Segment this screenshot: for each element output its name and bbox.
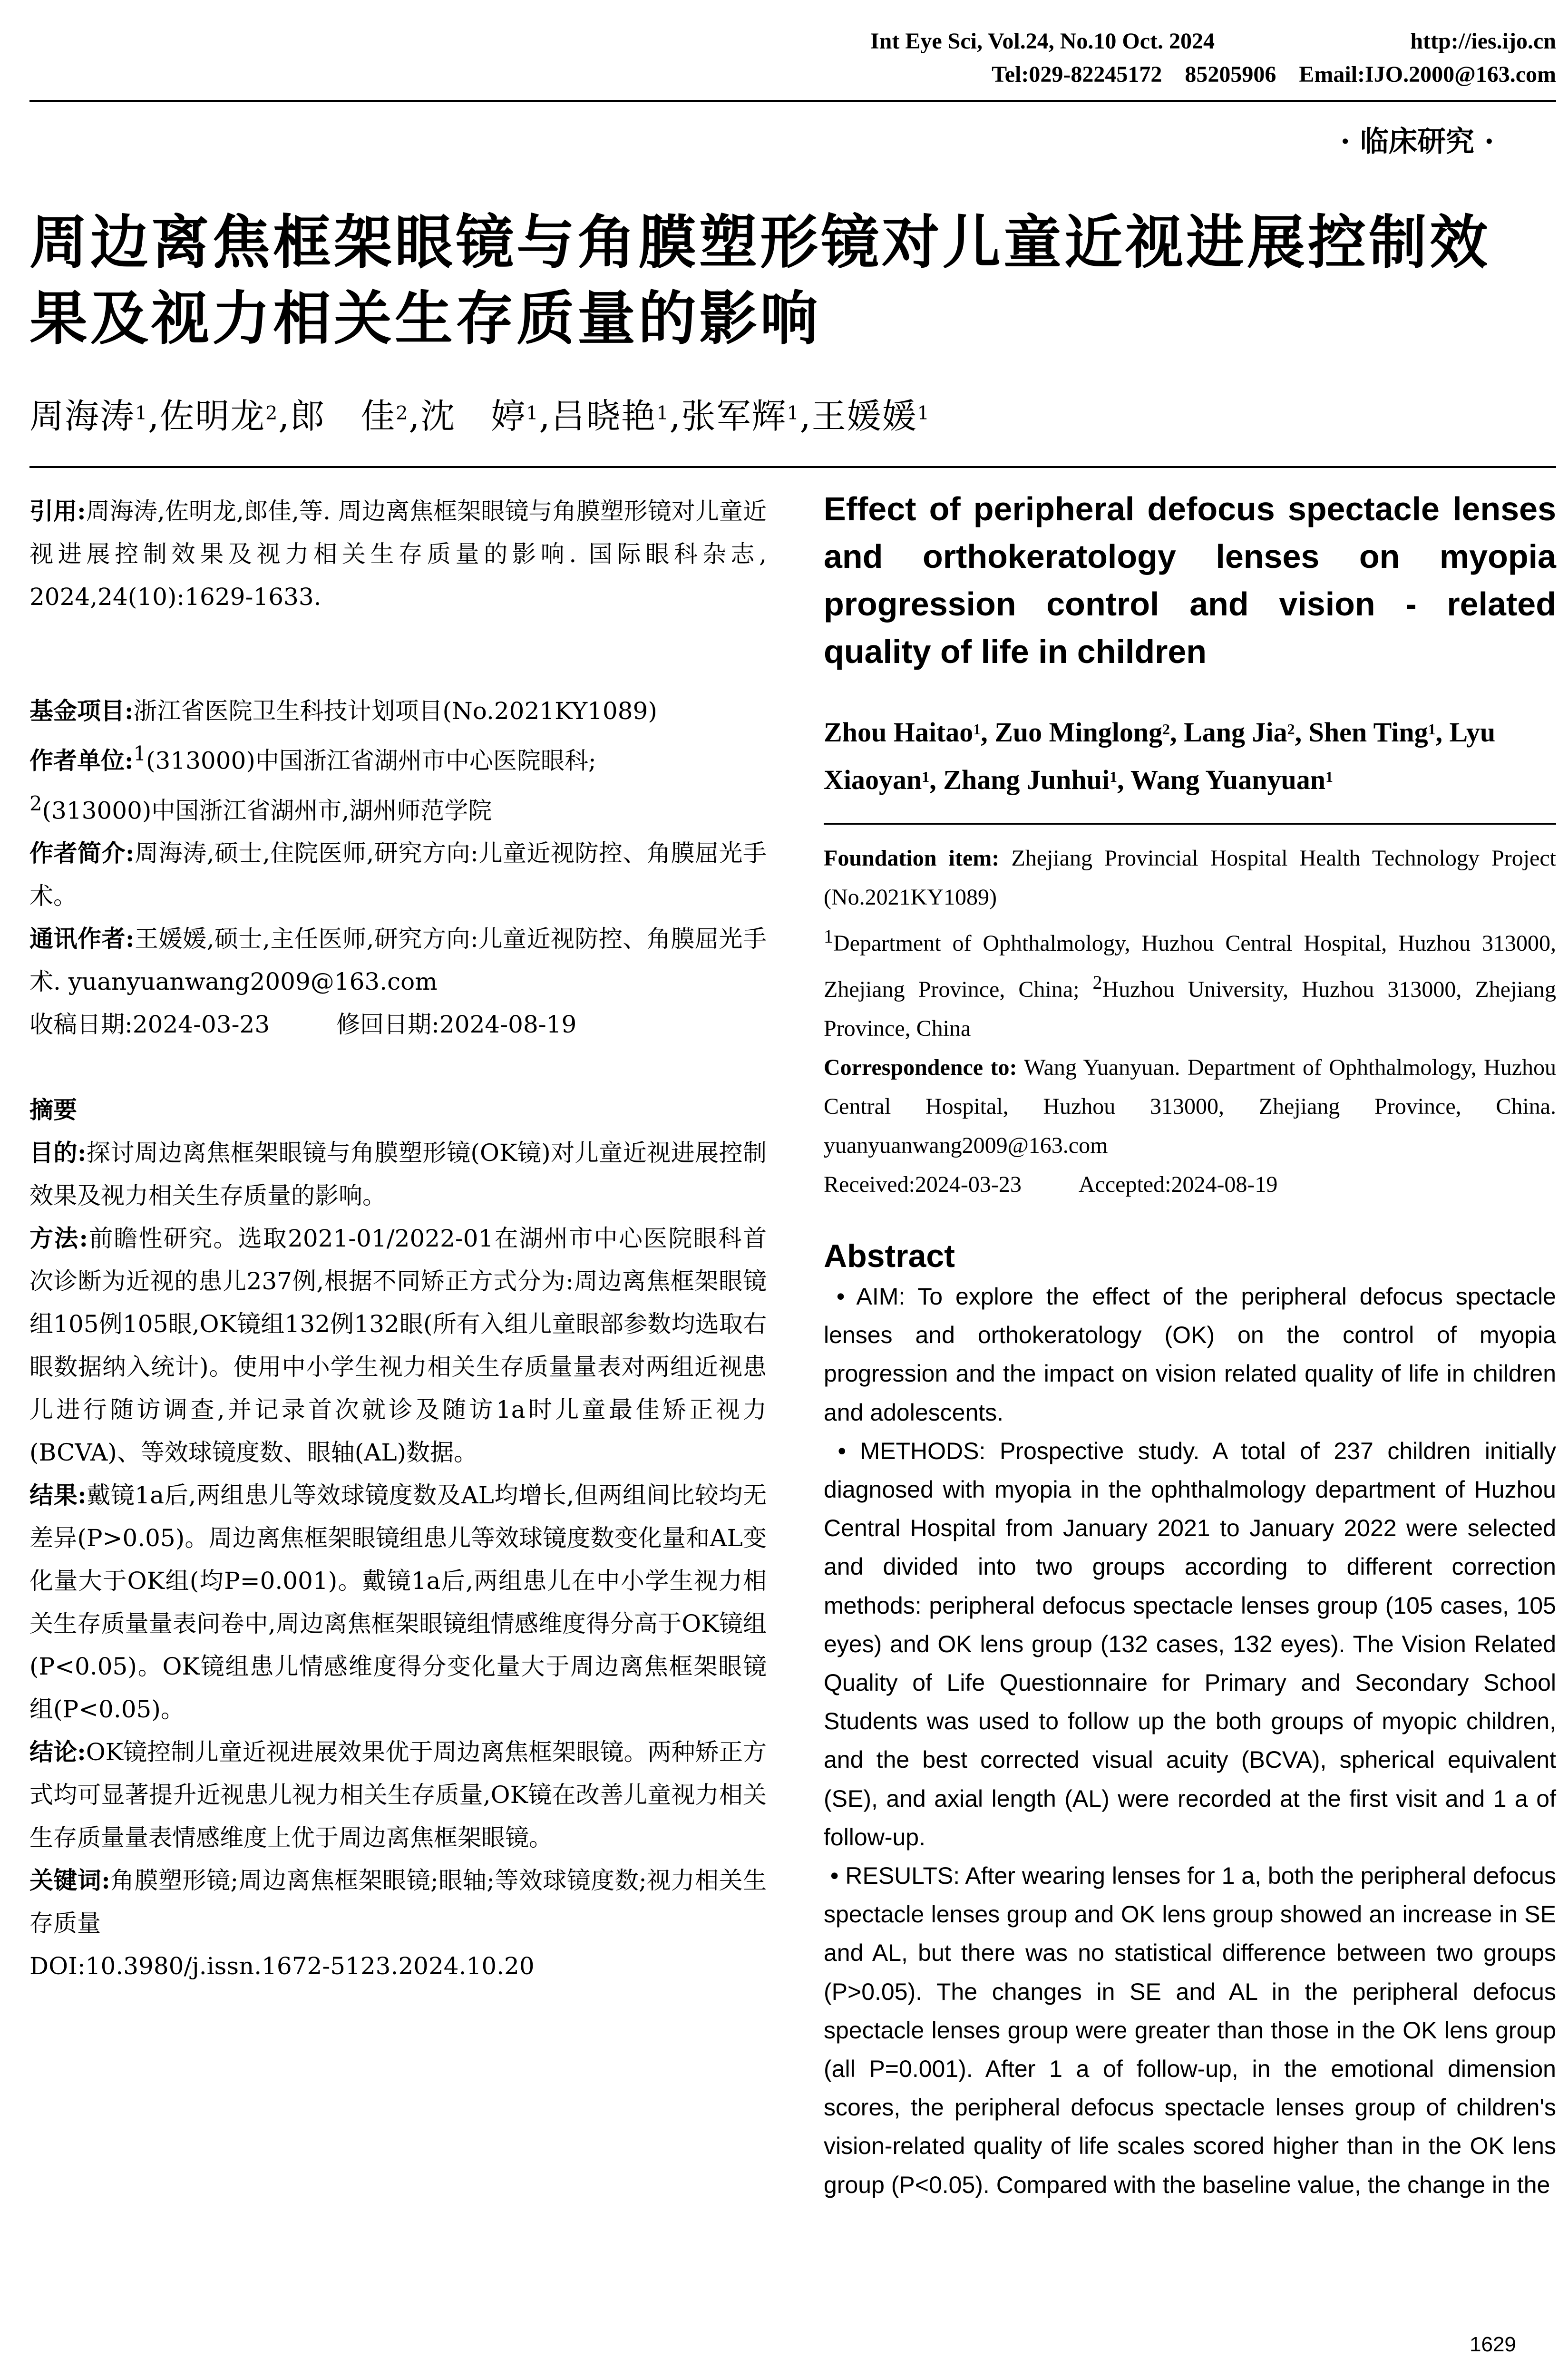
dates-block: 收稿日期:2024-03-23 修回日期:2024-08-19: [29, 1011, 577, 1039]
page-number: 1629: [1470, 2333, 1516, 2356]
author-name-text: 王媛媛: [811, 396, 917, 436]
author-name-text: Zuo Minglong: [994, 717, 1163, 748]
results-block-en: • RESULTS: After wearing lenses for 1 a, both the peripheral defocus spectacle lenses group and OK lens group showed an increase in SE and AL, but there was no statistical difference between two groups (P>0.05). The changes in SE and AL in the peripheral defocus spectacle lenses group were greater than those in the OK lens group (all P=0.001). After 1 a of follow-up, in the emotional dimension scores, the peripheral defocus spectacle lenses group of children's vision-related quality of life scales scored higher than in the OK lens group (P<0.05). Compared with the baseline value, the change in the: [824, 1862, 1556, 2198]
author-affiliation-mark: 2: [396, 402, 409, 424]
journal-citation: Int Eye Sci, Vol.24, No.10 Oct. 2024: [870, 29, 1215, 54]
author-affiliation-mark: 1: [1110, 769, 1118, 785]
author-name-text: Zhang Junhui: [943, 764, 1110, 795]
author-name-text: Wang Yuanyuan: [1130, 764, 1325, 795]
author-list-cn: [29, 390, 1551, 442]
author-affiliation-mark: 2: [1162, 721, 1170, 738]
aim-block: • AIM: To explore the effect of the peripheral defocus spectacle lenses and orthokeratology (OK) on the control of myopia progression and the impact on vision related quality of life in children and adolescents.: [824, 1283, 1556, 1426]
author-name-text: 郎 佳: [290, 396, 396, 436]
author-name: 沈 婷$^1$,: [420, 396, 551, 436]
section-label: · 临床研究 ·: [1340, 125, 1494, 158]
author-affiliation-mark: 1: [656, 402, 670, 424]
journal-url: http://ies.ijo.cn: [1410, 29, 1556, 54]
doi-line: DOI:10.3980/j.issn.1672-5123.2024.10.20: [29, 1952, 535, 1980]
results-block-cn: 结果:戴镜1a后,两组患儿等效球镜度数及AL均增长,但两组间比较均无差异(P>0.05)。周边离焦框架眼镜组患儿等效球镜度数变化量和AL变化量大于OK组(均P=0.001)。戴镜1a后,两组患儿在中小学生视力相关生存质量量表问卷中,周边离焦框架眼镜组情感维度得分高于OK镜组(P<0.05)。OK镜组患儿情感维度得分变化量大于周边离焦框架眼镜组(P<0.05)。: [29, 1481, 767, 1724]
author-name: [1130, 764, 1333, 795]
author-affiliation-mark: 1: [1428, 721, 1436, 738]
author-name: 周海涛$^1$,: [29, 396, 160, 436]
abstract-body-en: [824, 1277, 1556, 2204]
methods-block-cn: 方法:前瞻性研究。选取2021-01/2022-01在湖州市中心医院眼科首次诊断为近视的患儿237例,根据不同矫正方式分为:周边离焦框架眼镜组105例105眼,OK镜组132例132眼(所有入组儿童眼部参数均选取右眼数据纳入统计)。使用中小学生视力相关生存质量量表对两组近视患儿进行随访调查,并记录首次就诊及随访1a时儿童最佳矫正视力(BCVA)、等效球镜度数、眼轴(AL)数据。: [29, 1224, 767, 1467]
foundation-block: Foundation item: Zhejiang Provincial Hospital Health Technology Project (No.2021KY1089): [824, 846, 1557, 910]
article-title-en: Effect of peripheral defocus spectacle lenses and orthokeratology lenses on myopia progression control and vision - related quality of life in children: [824, 490, 1556, 670]
author-name-text: Lang Jia: [1184, 717, 1287, 748]
author-name: Lang Jia$^2$,: [1184, 717, 1309, 748]
title-line-2: 果及视力相关生存质量的影响: [29, 285, 821, 352]
author-name-text: 沈 婷: [420, 396, 526, 436]
article-title-cn: [29, 205, 1561, 357]
journal-contact: Tel:029-82245172 85205906 Email:IJO.2000@163.com: [992, 62, 1556, 87]
title-rule: [29, 466, 1556, 468]
author-name: Shen Ting$^1$,: [1308, 717, 1450, 748]
author-affiliation-mark: 1: [1325, 769, 1333, 785]
fund-block: 基金项目:浙江省医院卫生科技计划项目(No.2021KY1089): [29, 697, 657, 725]
author-name: 佐明龙$^2$,: [160, 396, 291, 436]
abstract-heading-en: Abstract: [824, 1238, 955, 1274]
author-name: Zuo Minglong$^2$,: [994, 717, 1184, 748]
journal-header: [870, 25, 1556, 91]
author-name-text: 张军辉: [681, 396, 787, 436]
author-affiliation-mark: 1: [135, 402, 148, 424]
title-line-1: 周边离焦框架眼镜与角膜塑形镜对儿童近视进展控制效: [29, 209, 1490, 276]
author-affiliation-mark: 2: [1287, 721, 1295, 738]
author-name-text: Lyu Xiaoyan: [824, 717, 1496, 795]
author-name: 吕晓艳$^1$,: [551, 396, 682, 436]
author-affiliation-mark: 1: [917, 402, 930, 424]
author-affiliation-mark: 1: [526, 402, 539, 424]
corresponding-block: 通讯作者:王媛媛,硕士,主任医师,研究方向:儿童近视防控、角膜屈光手术. yuanyuanwang2009@163.com: [29, 925, 767, 996]
author-affiliation-mark: 1: [922, 769, 930, 785]
objective-block: 目的:探讨周边离焦框架眼镜与角膜塑形镜(OK镜)对儿童近视进展控制效果及视力相关生存质量的影响。: [29, 1139, 767, 1210]
english-meta-rule: [824, 823, 1556, 825]
conclusion-block-cn: 结论:OK镜控制儿童近视进展效果优于周边离焦框架眼镜。两种矫正方式均可显著提升近视患儿视力相关生存质量,OK镜在改善儿童视力相关生存质量量表情感维度上优于周边离焦框架眼镜。: [29, 1738, 767, 1852]
author-name: 郎 佳$^2$,: [290, 396, 421, 436]
dates-block-en: Received:2024-03-23 Accepted:2024-08-19: [824, 1172, 1278, 1197]
author-list-en: [824, 709, 1556, 804]
author-name: Lyu Xiaoyan$^1$,: [824, 717, 1496, 795]
abstract-heading-cn: 摘要: [29, 1096, 77, 1124]
methods-block-en: • METHODS: Prospective study. A total of 237 children initially diagnosed with myopia in the ophthalmology department of Huzhou Central Hospital from January 2021 to January 2022 were selected and divided into two groups according to different correction methods: peripheral defocus spectacle lenses group (105 cases, 105 eyes) and OK lens group (132 cases, 132 eyes). The Vision Related Quality of Life Questionnaire for Primary and Secondary School Students was used to follow up the both groups of myopic children, and the best corrected visual acuity (BCVA), spherical equivalent (SE), and axial length (AL) were recorded at the first visit and 1 a of follow-up.: [824, 1437, 1556, 1851]
keywords-block-cn: 关键词:角膜塑形镜;周边离焦框架眼镜;眼轴;等效球镜度数;视力相关生存质量: [29, 1866, 767, 1938]
author-affiliation-mark: 1: [787, 402, 800, 424]
author-affiliation-mark: 1: [973, 721, 981, 738]
author-name-text: 周海涛: [29, 396, 136, 436]
left-column: [29, 490, 767, 1987]
author-name-text: 吕晓艳: [551, 396, 657, 436]
author-name: Zhou Haitao$^1$,: [824, 717, 995, 748]
english-meta: [824, 839, 1556, 1204]
author-name: [812, 396, 930, 436]
author-name: 张军辉$^1$,: [681, 396, 812, 436]
author-affiliation-mark: 2: [265, 402, 279, 424]
citation-block: 引用:周海涛,佐明龙,郎佳,等. 周边离焦框架眼镜与角膜塑形镜对儿童近视进展控制效果及视力相关生存质量的影响. 国际眼科杂志, 2024,24(10):1629-1633.: [29, 497, 767, 611]
author-name: Zhang Junhui$^1$,: [943, 764, 1130, 795]
author-name-text: 佐明龙: [160, 396, 266, 436]
affiliation-block: $^1$Department of Ophthalmology, Huzhou Central Hospital, Huzhou 313000, Zhejiang Province, China; $^2$Huzhou University, Huzhou 313000, Zhejiang Province, China: [824, 925, 1557, 1041]
author-name-text: Zhou Haitao: [824, 717, 974, 748]
header-rule: [29, 100, 1556, 102]
correspondence-block: Correspondence to: Wang Yuanyuan. Department of Ophthalmology, Huzhou Central Hospital, Huzhou 313000, Zhejiang Province, China. yuanyuanwang2009@163.com: [824, 1055, 1557, 1158]
author-name-text: Shen Ting: [1308, 717, 1428, 748]
unit-block: 作者单位:$^1$(313000)中国浙江省湖州市中心医院眼科; $^2$(313000)中国浙江省湖州市,湖州师范学院: [29, 742, 596, 825]
bio-block: 作者简介:周海涛,硕士,住院医师,研究方向:儿童近视防控、角膜屈光手术。: [29, 839, 767, 910]
right-column: [824, 485, 1556, 2204]
